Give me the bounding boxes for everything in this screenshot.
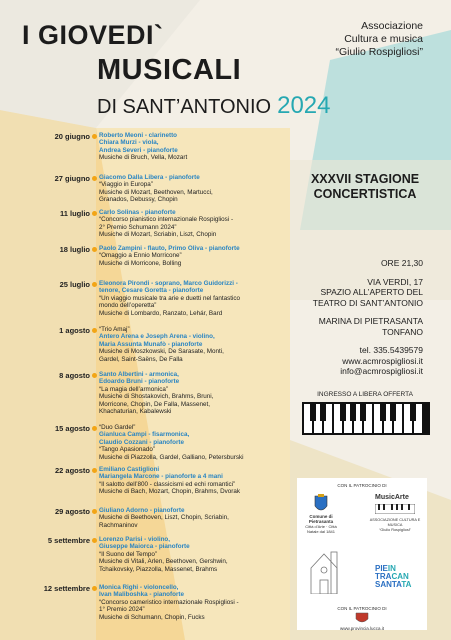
performer-line: Edoardo Bruni - pianoforte: [99, 378, 180, 386]
concert-date: 1 agosto: [59, 326, 90, 335]
bullet-dot-icon: [92, 211, 97, 216]
performer-line: Mariangela Marcone - pianoforte a 4 mani: [99, 473, 223, 481]
performer-line: Chiara Murzi - viola,: [99, 139, 159, 147]
sponsors-footer-title: CON IL PATROCINIO DI: [337, 606, 387, 611]
pietrasanta-in-canta-logo: [375, 565, 411, 589]
association-line: “Giulio Rospigliosi”: [335, 46, 423, 58]
title-line-1: I GIOVEDI`: [22, 20, 164, 50]
program-line: “Duo Gardel”: [99, 424, 136, 431]
program-line: Musiche di Morricone, Bolling: [99, 259, 182, 267]
program-line: Musiche di Beethoven, Liszt, Chopin, Scriabin,: [99, 514, 229, 522]
program-line: Musiche di Mozart, Scriabin, Liszt, Chopin: [99, 231, 217, 239]
concert-date: 15 agosto: [54, 424, 90, 433]
program-line: “Il salotto dell’800 - classicismi ed echi romantici”: [99, 480, 236, 488]
program-line: Musiche di Moszkowski, De Sarasate, Monti,: [99, 348, 224, 356]
performer-line: Antero Arena e Joseph Arena - violino,: [99, 333, 215, 341]
logo-text: SANTA: [375, 580, 402, 589]
bullet-dot-icon: [92, 538, 97, 543]
contact-website: www.acmrospigliosi.it: [342, 355, 423, 366]
program-line: Rachmaninov: [99, 521, 138, 529]
bullet-dot-icon: [92, 509, 97, 514]
concert-description: [99, 174, 284, 204]
sponsors-panel: [297, 478, 427, 630]
program-line: Musiche di Schumann, Chopin, Fucks: [99, 613, 205, 621]
program-line: “Tango Apasionado”: [99, 446, 156, 454]
program-line: “La magia dell’armonica”: [99, 385, 168, 393]
program-line: 2° Premio Schumann 2024”: [99, 223, 177, 231]
performer-line: Giacomo Dalla Libera - pianoforte: [99, 174, 200, 181]
program-line: Musiche di Bruch, Vella, Mozart: [99, 154, 188, 162]
concert-description: [99, 132, 284, 162]
program-line: “Concorso cameristico internazionale Rospigliosi -: [99, 598, 239, 606]
program-line: “Il Suono del Tempo”: [99, 550, 157, 558]
performer-line: Emiliano Castiglioni: [99, 466, 160, 473]
concert-description: [99, 536, 284, 573]
concert-date: 5 settembre: [47, 536, 90, 545]
concert-description: [99, 466, 284, 496]
program-line: Musiche di Bach, Mozart, Chopin, Brahms, Dvorak: [99, 488, 241, 496]
venue-town: MARINA DI PIETRASANTA: [318, 316, 423, 326]
concert-date: 20 giugno: [54, 132, 90, 141]
concert-date: 25 luglio: [59, 280, 90, 289]
contact-email: info@acmrospigliosi.it: [340, 366, 423, 376]
season-line: CONCERTISTICA: [313, 187, 417, 201]
comune-name: Comune di Pietrasanta: [308, 514, 334, 524]
concert-date: 22 agosto: [54, 466, 90, 475]
association-name: [335, 20, 423, 59]
sponsors-title: CON IL PATROCINIO DI: [337, 483, 387, 488]
association-logo: [367, 518, 423, 533]
performer-line: Roberto Meoni - clarinetto: [99, 132, 178, 139]
spacer: [313, 337, 423, 345]
program-line: Tchaikovsky, Piazzolla, Massenet, Brahms: [99, 565, 218, 573]
bullet-dot-icon: [92, 282, 97, 287]
concert-description: [99, 280, 284, 317]
concert-date: 27 giugno: [54, 174, 90, 183]
venue-place: TEATRO DI SANT’ANTONIO: [312, 297, 423, 308]
program-line: Musiche di Shostakovich, Brahms, Bruni,: [99, 393, 214, 401]
season-line: XXXVII STAGIONE: [310, 172, 420, 186]
performer-line: Gianluca Campi - fisarmonica,: [99, 431, 190, 439]
bullet-dot-icon: [92, 373, 97, 378]
performer-line: Giuseppe Maiorca - pianoforte: [99, 543, 190, 551]
season-heading: [290, 172, 440, 202]
piano-keys-icon: [302, 402, 430, 435]
performer-line: tenore, Cesare Goretta - pianoforte: [99, 287, 204, 295]
concert-description: [99, 245, 284, 267]
church-illustration-icon: [307, 550, 341, 594]
performer-line: Ivan Maliboshka - pianoforte: [99, 591, 185, 599]
bullet-dot-icon: [92, 586, 97, 591]
bullet-dot-icon: [92, 426, 97, 431]
title-subtitle: DI SANT’ANTONIO: [97, 96, 272, 118]
title-line-2: MUSICALI: [97, 54, 242, 86]
performer-line: Lorenzo Parisi - violino,: [99, 536, 171, 543]
program-line: Musiche di Mozart, Beethoven, Martucci,: [99, 188, 213, 196]
program-line: “Omaggio a Ennio Morricone”: [99, 252, 182, 260]
logo-text: IN: [387, 564, 396, 573]
logo-text: TA: [401, 580, 412, 589]
association-logo-text: ASSOCIAZIONE CULTURA E MUSICA: [369, 518, 421, 527]
logo-text: CAN: [391, 572, 409, 581]
program-line: “Un viaggio musicale tra arie e duetti nel fantastico: [99, 294, 241, 302]
program-line: mondo dell’operetta”: [99, 302, 157, 310]
comune-logo: [301, 514, 341, 534]
logo-text: PIE: [375, 564, 388, 573]
venue-town: TONFANO: [382, 326, 423, 337]
concert-description: [99, 424, 284, 461]
performer-line: Maria Assunta Munafò - pianoforte: [99, 340, 203, 348]
bullet-dot-icon: [92, 176, 97, 181]
venue-street: VIA VERDI, 17: [367, 276, 423, 287]
logo-text: TRA: [375, 572, 392, 581]
province-website: www.provincia.lucca.it: [339, 626, 384, 631]
performer-line: Andrea Severi - pianoforte: [99, 146, 178, 154]
association-line: Cultura e musica: [344, 33, 423, 45]
program-line: Khachaturian, Kabalewski: [99, 408, 172, 416]
concert-description: [99, 326, 284, 363]
program-line: Morricone, Chopin, De Falla, Massenet,: [99, 400, 210, 408]
concert-date: 18 luglio: [59, 245, 90, 254]
program-line: Musiche di Lombardo, Ranzato, Lehár, Bard: [99, 309, 223, 317]
concert-description: [99, 507, 284, 529]
sponsors-footer: [297, 606, 427, 632]
bullet-dot-icon: [92, 247, 97, 252]
performer-line: Carlo Solinas - pianoforte: [99, 209, 176, 216]
entry-note: INGRESSO A LIBERA OFFERTA: [317, 391, 413, 398]
concert-date: 12 settembre: [43, 584, 90, 593]
concert-date: 11 luglio: [59, 209, 90, 218]
comune-crest-icon: [313, 494, 329, 514]
program-line: Gardel, Saint-Saëns, De Falla: [99, 355, 183, 363]
concert-date: 8 agosto: [59, 371, 90, 380]
bullet-dot-icon: [92, 328, 97, 333]
association-logo-sub: “Giulio Rospigliosi”: [379, 528, 411, 532]
venue-info: [313, 258, 423, 377]
title-year: 2024: [277, 92, 331, 119]
performer-line: Santo Albertini - armonica,: [99, 371, 179, 378]
program-line: “Trio Amaj”: [99, 326, 130, 333]
concert-date: 29 agosto: [54, 507, 90, 516]
bullet-dot-icon: [92, 468, 97, 473]
program-line: Musiche di Piazzolla, Gardel, Galliano, Petersburski: [99, 453, 244, 461]
performer-line: Giuliano Adorno - pianoforte: [99, 507, 185, 514]
program-line: 1° Premio 2024”: [99, 606, 145, 614]
keyboard-logo-icon: [375, 504, 415, 514]
musicarte-logo: MusicArte: [375, 494, 409, 501]
contact-phone: tel. 335.5439579: [359, 345, 423, 355]
performer-line: Monica Righi - violoncello,: [99, 584, 179, 591]
program-line: Granados, Debussy, Chopin: [99, 196, 178, 204]
concert-description: [99, 209, 284, 239]
concert-description: [99, 584, 284, 621]
performer-line: Paolo Zampini - flauto, Primo Oliva - pianoforte: [99, 245, 240, 252]
comune-subtitle: Città d’Arte · Città Natale dal 1841: [305, 524, 337, 534]
program-line: Musiche di Vitali, Arlen, Beethoven, Gershwin,: [99, 558, 228, 566]
association-line: Associazione: [361, 20, 423, 32]
program-line: “Concorso pianistico internazionale Rospigliosi -: [99, 216, 234, 224]
spacer: [313, 269, 423, 277]
spacer: [313, 308, 423, 316]
concert-description: [99, 371, 284, 415]
bullet-dot-icon: [92, 134, 97, 139]
title-line-3: [97, 92, 330, 120]
venue-place: SPAZIO ALL’APERTO DEL: [320, 287, 423, 297]
province-crest-icon: [355, 612, 369, 624]
program-line: “Viaggio in Europa”: [99, 181, 153, 189]
performer-line: Claudio Cozzani - pianoforte: [99, 438, 185, 446]
performer-line: Eleonora Pirondi - soprano, Marco Guidorizzi -: [99, 280, 238, 287]
concert-time: ORE 21,30: [380, 258, 423, 268]
